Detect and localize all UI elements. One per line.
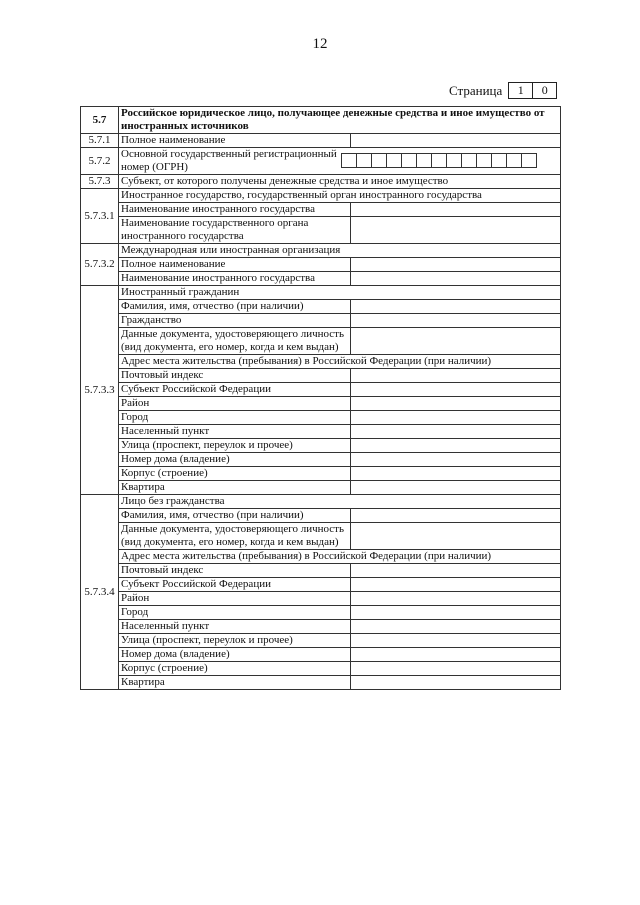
form-row	[81, 439, 561, 453]
value-cell[interactable]	[351, 578, 561, 592]
value-cell[interactable]	[351, 328, 561, 355]
row-number: 5.7.1	[81, 134, 119, 148]
page-digit-box[interactable]: 1	[508, 82, 533, 99]
form-row	[81, 383, 561, 397]
form-table	[80, 106, 561, 690]
page-number: 12	[312, 36, 328, 52]
ogrn-digit-cell[interactable]	[402, 153, 417, 168]
form-row	[81, 481, 561, 495]
form-row	[81, 578, 561, 592]
value-cell[interactable]	[351, 439, 561, 453]
form-row	[81, 355, 561, 369]
row-label: Район	[119, 397, 351, 411]
ogrn-digit-cell[interactable]	[341, 153, 357, 168]
value-cell[interactable]	[351, 634, 561, 648]
row-label: Наименование государственного органа иностранного государства	[119, 217, 351, 244]
value-cell[interactable]	[351, 203, 561, 217]
value-cell[interactable]	[351, 662, 561, 676]
form-row	[81, 523, 561, 550]
form-row-subject	[81, 175, 561, 189]
value-cell[interactable]	[351, 411, 561, 425]
ogrn-field[interactable]	[351, 148, 561, 175]
row-label: Номер дома (владение)	[119, 453, 351, 467]
form-row	[81, 453, 561, 467]
form-row	[81, 258, 561, 272]
form-row	[81, 203, 561, 217]
ogrn-digit-cell[interactable]	[357, 153, 372, 168]
row-label: Гражданство	[119, 314, 351, 328]
form-row-full-name	[81, 134, 561, 148]
subsection-heading: Иностранное государство, государственный орган иностранного государства	[119, 189, 561, 203]
row-label: Почтовый индекс	[119, 564, 351, 578]
row-label: Субъект Российской Федерации	[119, 383, 351, 397]
form-row	[81, 662, 561, 676]
group-number: 5.7.3.1	[81, 189, 119, 244]
row-label: Корпус (строение)	[119, 662, 351, 676]
row-label: Наименование иностранного государства	[119, 272, 351, 286]
row-number: 5.7.3	[81, 175, 119, 189]
value-cell[interactable]	[351, 300, 561, 314]
form-row	[81, 620, 561, 634]
form-row	[81, 648, 561, 662]
row-label: Квартира	[119, 676, 351, 690]
form-row	[81, 467, 561, 481]
value-cell[interactable]	[351, 467, 561, 481]
row-label: Номер дома (владение)	[119, 648, 351, 662]
value-cell[interactable]	[351, 397, 561, 411]
subsection-heading: Иностранный гражданин	[119, 286, 561, 300]
row-label: Наименование иностранного государства	[119, 203, 351, 217]
value-cell[interactable]	[351, 620, 561, 634]
value-cell[interactable]	[351, 592, 561, 606]
ogrn-digit-cell[interactable]	[372, 153, 387, 168]
value-cell[interactable]	[351, 523, 561, 550]
form-row-ogrn	[81, 148, 561, 175]
form-row	[81, 397, 561, 411]
page-digit-box[interactable]: 0	[533, 82, 557, 99]
value-cell[interactable]	[351, 258, 561, 272]
row-number: 5.7.2	[81, 148, 119, 175]
value-cell[interactable]	[351, 272, 561, 286]
ogrn-cells[interactable]	[341, 153, 559, 168]
row-label: Основной государственный регистрационный номер (ОГРН)	[119, 148, 351, 175]
row-label: Почтовый индекс	[119, 369, 351, 383]
value-cell[interactable]	[351, 217, 561, 244]
form-row	[81, 328, 561, 355]
row-label: Город	[119, 411, 351, 425]
value-cell[interactable]	[351, 481, 561, 495]
page-counter-label: Страница	[449, 82, 503, 98]
subsection-heading: Адрес места жительства (пребывания) в Российской Федерации (при наличии)	[119, 355, 561, 369]
section-number: 5.7	[81, 107, 119, 134]
value-cell[interactable]	[351, 606, 561, 620]
ogrn-digit-cell[interactable]	[507, 153, 522, 168]
ogrn-digit-cell[interactable]	[522, 153, 537, 168]
row-label: Фамилия, имя, отчество (при наличии)	[119, 300, 351, 314]
page-counter	[449, 82, 557, 99]
form-row	[81, 425, 561, 439]
ogrn-digit-cell[interactable]	[492, 153, 507, 168]
row-label: Корпус (строение)	[119, 467, 351, 481]
form-row	[81, 244, 561, 258]
subsection-heading: Адрес места жительства (пребывания) в Российской Федерации (при наличии)	[119, 550, 561, 564]
row-label: Улица (проспект, переулок и прочее)	[119, 634, 351, 648]
ogrn-digit-cell[interactable]	[432, 153, 447, 168]
row-label: Субъект, от которого получены денежные средства и иное имущество	[119, 175, 561, 189]
row-label: Населенный пункт	[119, 425, 351, 439]
ogrn-digit-cell[interactable]	[417, 153, 432, 168]
row-label: Фамилия, имя, отчество (при наличии)	[119, 509, 351, 523]
row-label: Район	[119, 592, 351, 606]
row-label: Город	[119, 606, 351, 620]
form-row	[81, 564, 561, 578]
value-cell[interactable]	[351, 648, 561, 662]
form-row	[81, 217, 561, 244]
group-number: 5.7.3.4	[81, 495, 119, 690]
form-row	[81, 606, 561, 620]
form-row	[81, 509, 561, 523]
form-row	[81, 369, 561, 383]
row-label: Полное наименование	[119, 134, 351, 148]
value-cell[interactable]	[351, 134, 561, 148]
form-row	[81, 189, 561, 203]
form-row	[81, 676, 561, 690]
form-row	[81, 300, 561, 314]
ogrn-digit-cell[interactable]	[462, 153, 477, 168]
value-cell[interactable]	[351, 676, 561, 690]
form-row	[81, 495, 561, 509]
row-label: Полное наименование	[119, 258, 351, 272]
value-cell[interactable]	[351, 383, 561, 397]
subsection-heading: Лицо без гражданства	[119, 495, 561, 509]
section-header-row	[81, 107, 561, 134]
ogrn-digit-cell[interactable]	[447, 153, 462, 168]
ogrn-digit-cell[interactable]	[387, 153, 402, 168]
section-title: Российское юридическое лицо, получающее денежные средства и иное имущество от иностранных источников	[119, 107, 561, 134]
row-label: Населенный пункт	[119, 620, 351, 634]
form-row	[81, 411, 561, 425]
value-cell[interactable]	[351, 425, 561, 439]
row-label: Улица (проспект, переулок и прочее)	[119, 439, 351, 453]
row-label: Квартира	[119, 481, 351, 495]
group-number: 5.7.3.3	[81, 286, 119, 495]
form-row	[81, 634, 561, 648]
form-row	[81, 550, 561, 564]
form-row	[81, 286, 561, 300]
form-row	[81, 592, 561, 606]
form-row	[81, 272, 561, 286]
group-number: 5.7.3.2	[81, 244, 119, 286]
value-cell[interactable]	[351, 509, 561, 523]
subsection-heading: Международная или иностранная организация	[119, 244, 561, 258]
row-label: Субъект Российской Федерации	[119, 578, 351, 592]
value-cell[interactable]	[351, 369, 561, 383]
row-label: Данные документа, удостоверяющего личность (вид документа, его номер, когда и кем выдан)	[119, 523, 351, 550]
value-cell[interactable]	[351, 564, 561, 578]
value-cell[interactable]	[351, 453, 561, 467]
form-row	[81, 314, 561, 328]
ogrn-digit-cell[interactable]	[477, 153, 492, 168]
row-label: Данные документа, удостоверяющего личность (вид документа, его номер, когда и кем выдан)	[119, 328, 351, 355]
value-cell[interactable]	[351, 314, 561, 328]
